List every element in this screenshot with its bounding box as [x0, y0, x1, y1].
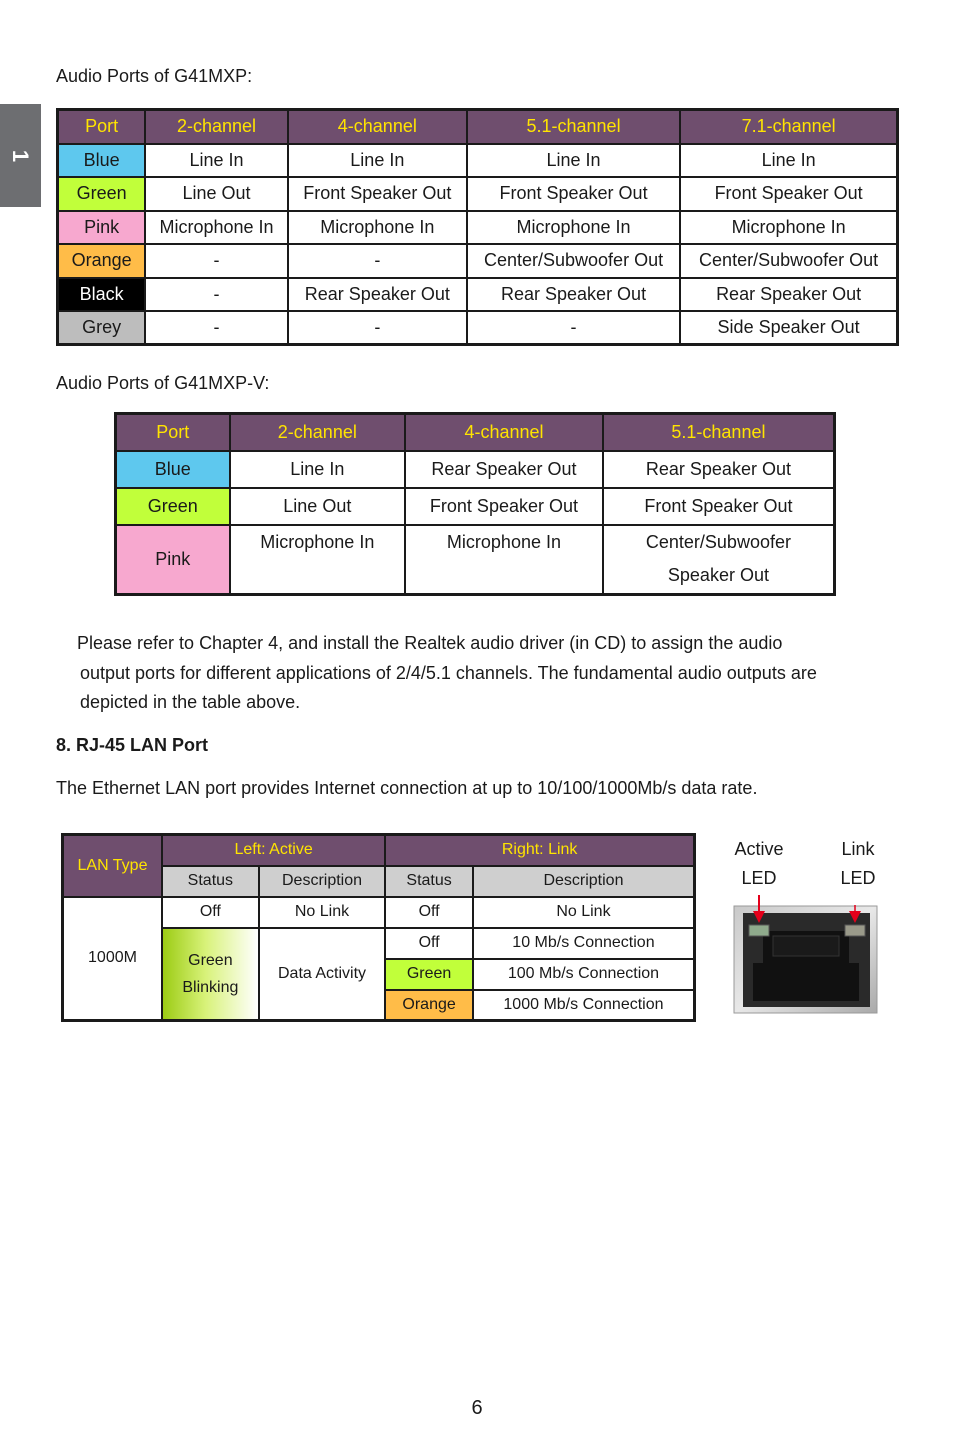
table-cell: Line In [145, 144, 288, 177]
table-row [63, 897, 695, 928]
right-description-cell: 10 Mb/s Connection [473, 928, 695, 959]
page-number: 6 [471, 1397, 483, 1419]
table-row [116, 451, 835, 488]
table-cell: Front Speaker Out [680, 177, 897, 211]
status-header: Status [385, 866, 473, 897]
description-header: Description [259, 866, 386, 897]
link-led-label [822, 835, 894, 893]
note-line: depicted in the table above. [80, 692, 301, 712]
active-led-icon [749, 925, 769, 936]
left-status-blinking: Green Blinking [162, 928, 259, 1021]
port-green: Green [116, 488, 230, 525]
table-cell: Microphone In [288, 211, 467, 244]
status-header: Status [162, 866, 259, 897]
port-pink: Pink [58, 211, 146, 244]
header-cell: 7.1-channel [680, 110, 897, 144]
table-cell: Microphone In [405, 525, 603, 595]
table-cell: - [288, 244, 467, 278]
table-row [58, 144, 898, 177]
g41mxp-v-heading: Audio Ports of G41MXP-V: [56, 373, 270, 393]
table-cell: Front Speaker Out [467, 177, 680, 211]
table-cell: Center/Subwoofer Out [467, 244, 680, 278]
table-header-row [58, 110, 898, 144]
header-cell: 5.1-channel [603, 414, 835, 451]
table-cell: - [145, 311, 288, 345]
rj45-port-illustration [733, 893, 879, 1015]
right-status-green: Green [385, 959, 473, 990]
note-line: output ports for different applications of 2/4/5.1 channels. The fundamental audio outputs are [80, 662, 817, 683]
led-label-line: LED [840, 868, 876, 888]
left-description-cell: No Link [259, 897, 386, 928]
right-description-cell: No Link [473, 897, 695, 928]
right-description-cell: 1000 Mb/s Connection [473, 990, 695, 1021]
table-row [58, 211, 898, 244]
table-cell: Rear Speaker Out [405, 451, 603, 488]
right-link-header: Right: Link [385, 835, 694, 866]
port-grey: Grey [58, 311, 146, 345]
chapter-number: 1 [8, 149, 34, 162]
table-cell: Line In [467, 144, 680, 177]
table-cell: - [145, 244, 288, 278]
table-cell: Microphone In [680, 211, 897, 244]
table-cell: Front Speaker Out [603, 488, 835, 525]
table-cell: Center/Subwoofer Out [680, 244, 897, 278]
port-green: Green [58, 177, 146, 211]
header-cell: 4-channel [288, 110, 467, 144]
table-cell: Line Out [230, 488, 406, 525]
section-title: 8. RJ-45 LAN Port [56, 735, 209, 755]
g41mxp-v-audio-table [114, 412, 836, 596]
lan-led-table [61, 833, 696, 1022]
active-label-line: Active [734, 839, 784, 859]
description-header: Description [473, 866, 695, 897]
table-cell: Rear Speaker Out [467, 278, 680, 311]
table-header-row [63, 835, 695, 866]
driver-note [77, 629, 917, 718]
table-cell: Line Out [145, 177, 288, 211]
table-cell: Microphone In [145, 211, 288, 244]
table-row [58, 278, 898, 311]
right-description-cell: 100 Mb/s Connection [473, 959, 695, 990]
lan-type-value: 1000M [63, 897, 162, 1021]
port-pink: Pink [116, 525, 230, 595]
table-row [58, 311, 898, 345]
port-black: Black [58, 278, 146, 311]
table-row [58, 177, 898, 211]
table-header-row [116, 414, 835, 451]
port-blue: Blue [58, 144, 146, 177]
table-cell: Front Speaker Out [288, 177, 467, 211]
section-description: The Ethernet LAN port provides Internet connection at up to 10/100/1000Mb/s data rate. [56, 778, 758, 798]
table-cell: Line In [288, 144, 467, 177]
table-cell: - [145, 278, 288, 311]
header-cell: 2-channel [230, 414, 406, 451]
right-status-cell: Off [385, 928, 473, 959]
port-orange: Orange [58, 244, 146, 278]
port-contacts [773, 936, 839, 956]
table-cell: Rear Speaker Out [603, 451, 835, 488]
table-cell: - [288, 311, 467, 345]
header-cell: 4-channel [405, 414, 603, 451]
table-cell: Line In [230, 451, 406, 488]
table-cell: Microphone In [467, 211, 680, 244]
table-cell: Front Speaker Out [405, 488, 603, 525]
table-cell: Side Speaker Out [680, 311, 897, 345]
active-led-label [718, 835, 800, 893]
table-cell: Rear Speaker Out [680, 278, 897, 311]
table-cell: Microphone In [230, 525, 406, 595]
chapter-tab [0, 104, 41, 207]
left-active-header: Left: Active [162, 835, 385, 866]
header-cell: Port [58, 110, 146, 144]
table-row [116, 525, 835, 595]
led-label-line: LED [741, 868, 777, 888]
header-cell: 2-channel [145, 110, 288, 144]
port-blue: Blue [116, 451, 230, 488]
note-line: Please refer to Chapter 4, and install the Realtek audio driver (in CD) to assign the audio [77, 633, 783, 653]
table-row [116, 488, 835, 525]
left-description-cell: Data Activity [259, 928, 386, 1021]
right-status-orange: Orange [385, 990, 473, 1021]
link-led-icon [845, 925, 865, 936]
table-cell: Center/Subwoofer Speaker Out [603, 525, 835, 595]
table-cell: Rear Speaker Out [288, 278, 467, 311]
link-label-line: Link [841, 839, 875, 859]
left-status-cell: Off [162, 897, 259, 928]
header-cell: 5.1-channel [467, 110, 680, 144]
table-row [58, 244, 898, 278]
header-cell: Port [116, 414, 230, 451]
g41mxp-audio-table [56, 108, 899, 346]
lan-type-header: LAN Type [63, 835, 162, 897]
table-cell: - [467, 311, 680, 345]
g41mxp-heading: Audio Ports of G41MXP: [56, 66, 253, 86]
table-cell: Line In [680, 144, 897, 177]
right-status-cell: Off [385, 897, 473, 928]
